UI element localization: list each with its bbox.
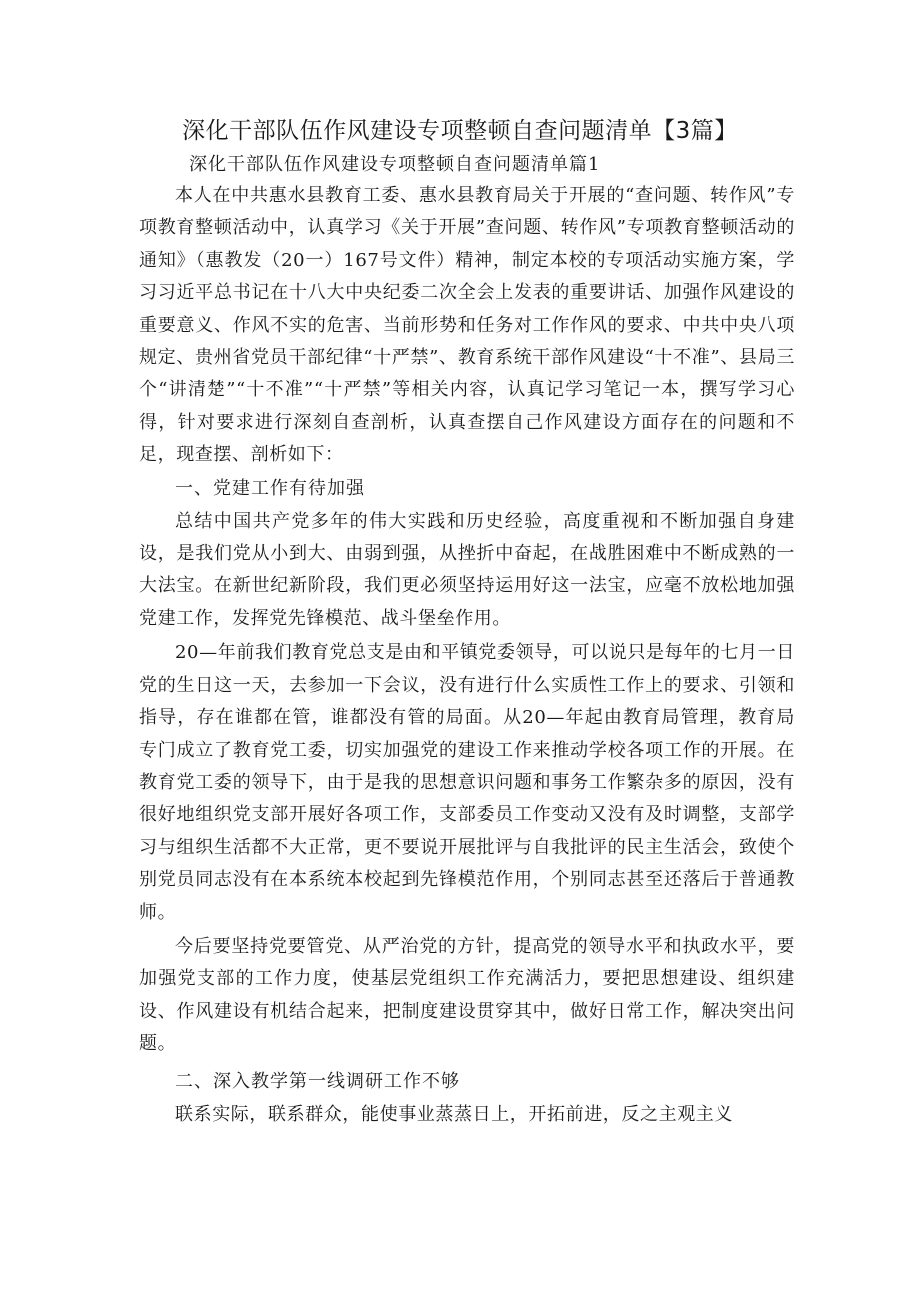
- document-body: [139, 150, 795, 1131]
- section-1-paragraph: 总结中国共产党多年的伟大实践和历史经验，高度重视和不断加强自身建设，是我们党从小到大、由弱到强，从挫折中奋起，在战胜困难中不断成熟的一大法宝。在新世纪新阶段，我们更必须坚持运用好这一法宝，应毫不放松地加强党建工作，发挥党先锋模范、战斗堡垒作用。: [139, 510, 795, 629]
- section-1-paragraph: 20—年前我们教育党总支是由和平镇党委领导，可以说只是每年的七月一日党的生日这一天，去参加一下会议，没有进行什么实质性工作上的要求、引领和指导，存在谁都在管，谁都没有管的局面。从20—年起由教育局管理，教育局专门成立了教育党工委，切实加强党的建设工作来推动学校各项工作的开展。在教育党工委的领导下，由于是我的思想意识问题和事务工作繁杂多的原因，没有很好地组织党支部开展好各项工作，支部委员工作变动又没有及时调整，支部学习与组织生活都不大正常，更不要说开展批评与自我批评的民主生活会，致使个别党员同志没有在本系统本校起到先锋模范作用，个别同志甚至还落后于普通教师。: [139, 642, 795, 923]
- section-2-heading: 二、深入教学第一线调研工作不够: [175, 1070, 460, 1092]
- section-1-paragraph: 今后要坚持党要管党、从严治党的方针，提高党的领导水平和执政水平，要加强党支部的工作力度，使基层党组织工作充满活力，要把思想建设、组织建设、作风建设有机结合起来，把制度建设贯穿其中，做好日常工作，解决突出问题。: [139, 935, 795, 1055]
- document-title: 深化干部队伍作风建设专项整顿自查问题清单【3篇】: [182, 118, 738, 144]
- section-2-paragraph: 联系实际，联系群众，能使事业蒸蒸日上，开拓前进，反之主观主义: [175, 1103, 733, 1125]
- section-1-heading: 一、党建工作有待加强: [175, 477, 365, 499]
- intro-paragraph: 本人在中共惠水县教育工委、惠水县教育局关于开展的“查问题、转作风”专项教育整顿活动中，认真学习《关于开展”查问题、转作风”专项教育整顿活动的通知》（惠教发（20一）167号文件）精神，制定本校的专项活动实施方案，学习习近平总书记在十八大中央纪委二次全会上发表的重要讲话、加强作风建设的重要意义、作风不实的危害、当前形势和任务对工作作风的要求、中共中央八项规定、贵州省党员干部纪律“十严禁”、教育系统干部作风建设“十不准”、县局三个“讲清楚”“十不准”“十严禁”等相关内容，认真记学习笔记一本，撰写学习心得，针对要求进行深刻自查剖析，认真查摆自己作风建设方面存在的问题和不足，现查摆、剖析如下：: [139, 185, 795, 466]
- document-subtitle: 深化干部队伍作风建设专项整顿自查问题清单篇1: [189, 154, 601, 175]
